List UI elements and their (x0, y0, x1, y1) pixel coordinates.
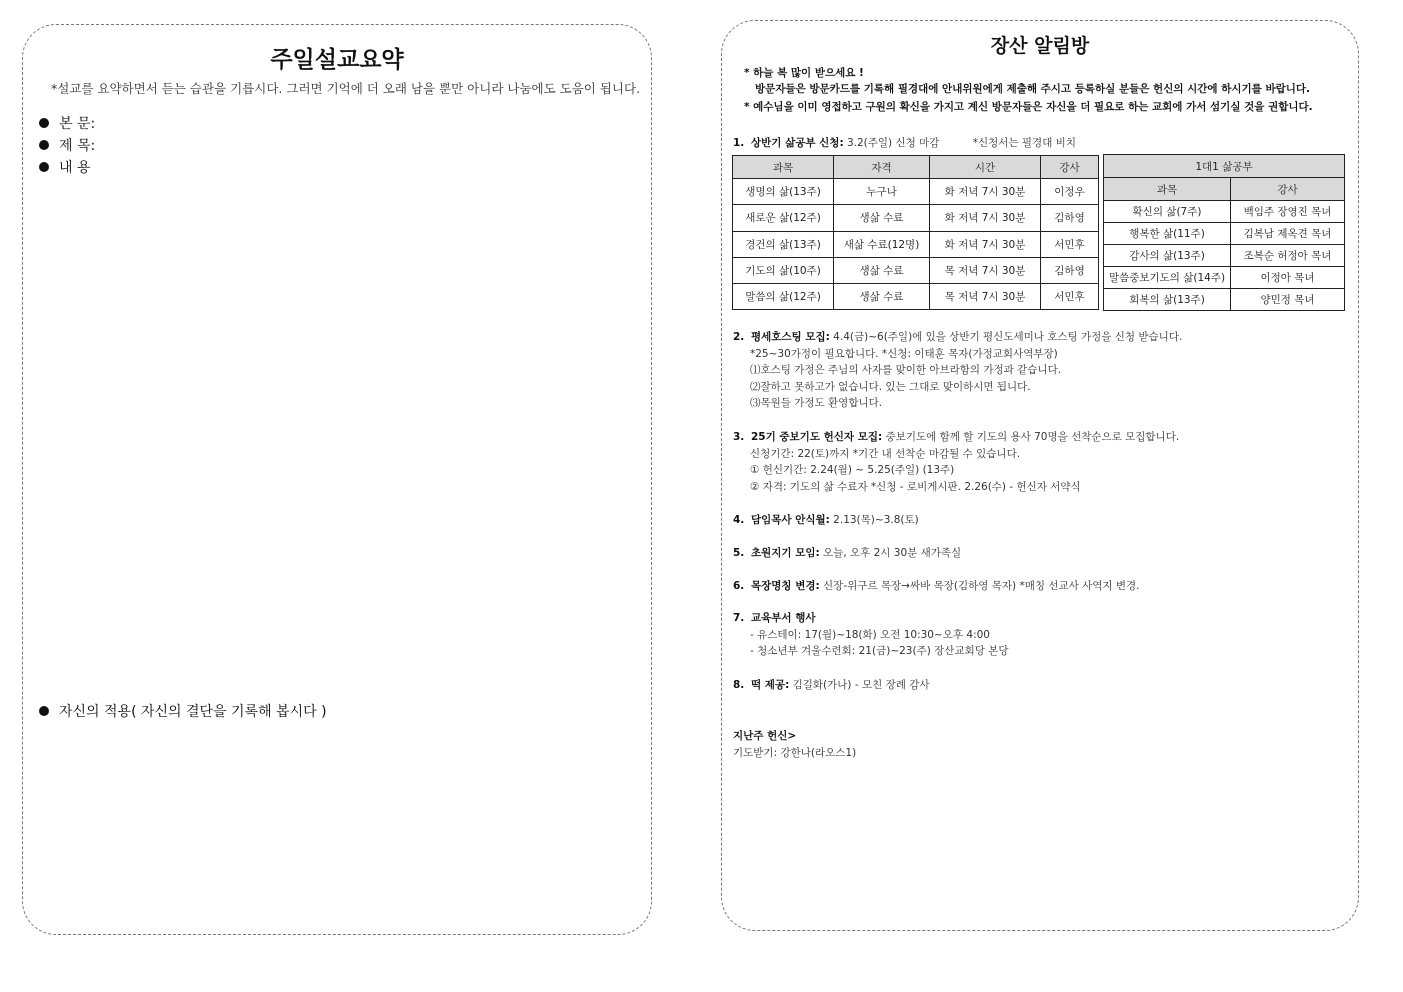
table-row (1104, 223, 1345, 245)
bullet-icon (39, 118, 49, 128)
table-cell: 새로운 삶(12주) (733, 205, 834, 231)
section-heading: 평세호스팅 모집: (750, 331, 830, 343)
table-cell: 목 저녁 7시 30분 (930, 257, 1041, 283)
table-header: 과목 (1104, 178, 1231, 201)
bullet-icon (39, 140, 49, 150)
section-line: - 청소년부 겨울수련회: 21(금)~23(주) 장산교회당 본당 (750, 645, 1009, 658)
section-number: 8. (733, 679, 745, 691)
section-line: 신청기간: 22(토)까지 *기간 내 선착순 마감될 수 있습니다. (750, 447, 1021, 460)
table-row (733, 284, 1099, 310)
section-text: 신장-위구르 목장→싸바 목장(김하영 목자) *매칭 선교사 사역지 변경. (819, 580, 1140, 592)
table-cell: 새삶 수료(12명) (834, 231, 930, 257)
section-text: 3.2(주일) 신청 마감 (843, 137, 940, 149)
application-field (39, 701, 327, 721)
one-on-one-table (1103, 154, 1345, 311)
bullet-icon (39, 706, 49, 716)
table-cell: 행복한 삶(11주) (1104, 223, 1231, 245)
table-row (733, 205, 1099, 231)
table-cell: 양민정 목녀 (1231, 289, 1345, 311)
table-cell: 조복순 허정아 목녀 (1231, 245, 1345, 267)
section-line: - 유스테이: 17(월)~18(화) 오전 10:30~오후 4:00 (750, 628, 990, 641)
table-cell: 기도의 삶(10주) (733, 257, 834, 283)
section-heading: 떡 제공: (750, 679, 790, 691)
section-text: 중보기도에 함께 할 기도의 용사 70명을 선착순으로 모집합니다. (882, 431, 1180, 443)
section-heading: 25기 중보기도 헌신자 모집: (750, 431, 883, 443)
table-row (733, 179, 1099, 205)
scripture-label: 본 문: (59, 116, 96, 132)
table-cell: 말씀중보기도의 삶(14주) (1104, 267, 1231, 289)
table-cell: 누구나 (834, 179, 930, 205)
table-title-row (1104, 155, 1345, 178)
section-intercessor (733, 429, 1179, 495)
table-cell: 백임주 장영진 목녀 (1231, 201, 1345, 223)
table-header: 자격 (834, 156, 930, 179)
section-last-week (733, 728, 856, 761)
section-line: ⑵잘하고 못하고가 없습니다. 있는 그대로 맞이하시면 됩니다. (750, 380, 1031, 393)
table-cell: 화 저녁 7시 30분 (930, 231, 1041, 257)
table-cell: 화 저녁 7시 30분 (930, 205, 1041, 231)
table-row (1104, 289, 1345, 311)
content-field (39, 157, 95, 179)
table-cell: 김복남 제옥견 목녀 (1231, 223, 1345, 245)
table-header: 시간 (930, 156, 1041, 179)
table-cell: 목 저녁 7시 30분 (930, 284, 1041, 310)
content-label: 내 용 (59, 160, 91, 176)
life-study-table (732, 155, 1099, 310)
table-header-row (733, 156, 1099, 179)
section-heading: 상반기 삶공부 신청: (750, 137, 844, 149)
section-number: 7. (733, 612, 745, 624)
section-note: *신청서는 필경대 비치 (972, 137, 1076, 149)
sermon-fields (39, 113, 95, 179)
table-row (733, 257, 1099, 283)
section-line: ② 자격: 기도의 삶 수료자 *신청 - 로비게시판. 2.26(수) - 헌신자 서약식 (750, 480, 1081, 493)
section-number: 6. (733, 580, 745, 592)
table-row (1104, 267, 1345, 289)
section-sabbatical (733, 512, 919, 529)
section-text: 김길화(가나) - 모친 장례 감사 (789, 679, 930, 691)
sermon-summary-title: 주일설교요약 (270, 47, 404, 73)
announcements-panel (721, 20, 1359, 931)
section-heading: 담임목사 안식월: (750, 514, 830, 526)
section-line: ① 헌신기간: 2.24(월) ~ 5.25(주일) (13주) (750, 464, 955, 477)
section-line: *25~30가정이 필요합니다. *신청: 이태훈 목자(가정교회사역부장) (750, 347, 1058, 360)
notice-other-church: * 예수님을 이미 영접하고 구원의 확신을 가지고 계신 방문자들은 자신을 더 필요로 하는 교회에 가서 섬기실 것을 권합니다. (744, 101, 1313, 113)
table-cell: 생삶 수료 (834, 205, 930, 231)
visitor-notices (744, 65, 1313, 115)
table-cell: 이정우 (1041, 179, 1099, 205)
section-rice-cake (733, 677, 930, 694)
section-heading: 교육부서 행사 (750, 612, 816, 624)
table-row (1104, 201, 1345, 223)
section-heading: 목장명칭 변경: (750, 580, 820, 592)
section-text: 2.13(목)~3.8(토) (829, 514, 919, 526)
table-cell: 경건의 삶(13주) (733, 231, 834, 257)
section-education (733, 610, 1009, 660)
section-meeting (733, 545, 961, 562)
announcements-title: 장산 알림방 (990, 35, 1090, 57)
table-cell: 감사의 삶(13주) (1104, 245, 1231, 267)
title-field (39, 135, 95, 157)
section-number: 2. (733, 331, 745, 343)
table-cell: 서민후 (1041, 231, 1099, 257)
table-cell: 이정아 목녀 (1231, 267, 1345, 289)
section-rename (733, 578, 1140, 595)
sermon-summary-panel (22, 24, 652, 935)
table-header: 강사 (1231, 178, 1345, 201)
table-cell: 화 저녁 7시 30분 (930, 179, 1041, 205)
title-label: 제 목: (59, 138, 96, 154)
table-cell: 서민후 (1041, 284, 1099, 310)
table-cell: 회복의 삶(13주) (1104, 289, 1231, 311)
table-header: 강사 (1041, 156, 1099, 179)
section-heading: 초원지기 모임: (750, 547, 820, 559)
last-week-text: 기도받기: 강한나(라오스1) (733, 746, 857, 759)
table-title: 1대1 삶공부 (1104, 155, 1345, 178)
table-cell: 김하영 (1041, 257, 1099, 283)
application-label: 자신의 적용( 자신의 결단을 기록해 봅시다 ) (59, 704, 327, 720)
section-number: 3. (733, 431, 745, 443)
table-row (733, 231, 1099, 257)
sermon-summary-intro: *설교를 요약하면서 듣는 습관을 기릅시다. 그러면 기억에 더 오래 남을 뿐만 아니라 나눔에도 도움이 됩니다. (51, 81, 641, 96)
section-line: ⑶목원들 가정도 환영합니다. (750, 397, 883, 410)
table-header-row (1104, 178, 1345, 201)
section-life-study (733, 135, 1076, 152)
table-cell: 생삶 수료 (834, 284, 930, 310)
table-header: 과목 (733, 156, 834, 179)
section-number: 4. (733, 514, 745, 526)
scripture-field (39, 113, 95, 135)
notice-visitor-card: 방문자들은 방문카드를 기록해 필경대에 안내위원에게 제출해 주시고 등록하실 분들은 헌신의 시간에 하시기를 바랍니다. (755, 83, 1311, 95)
section-number: 5. (733, 547, 745, 559)
notice-greeting: * 하늘 복 많이 받으세요 ! (744, 67, 864, 79)
table-cell: 생명의 삶(13주) (733, 179, 834, 205)
table-cell: 김하영 (1041, 205, 1099, 231)
section-text: 4.4(금)~6(주일)에 있을 상반기 평신도세미나 호스팅 가정을 신청 받습니다. (829, 331, 1183, 343)
table-row (1104, 245, 1345, 267)
section-line: ⑴호스팅 가정은 주님의 사자를 맞이한 아브라함의 가정과 같습니다. (750, 364, 1062, 377)
table-cell: 말씀의 삶(12주) (733, 284, 834, 310)
section-hosting (733, 329, 1182, 412)
last-week-heading: 지난주 헌신> (733, 730, 797, 742)
table-cell: 생삶 수료 (834, 257, 930, 283)
section-number: 1. (733, 137, 745, 149)
table-cell: 확신의 삶(7주) (1104, 201, 1231, 223)
bullet-icon (39, 162, 49, 172)
section-text: 오늘, 오후 2시 30분 새가족실 (819, 547, 962, 559)
